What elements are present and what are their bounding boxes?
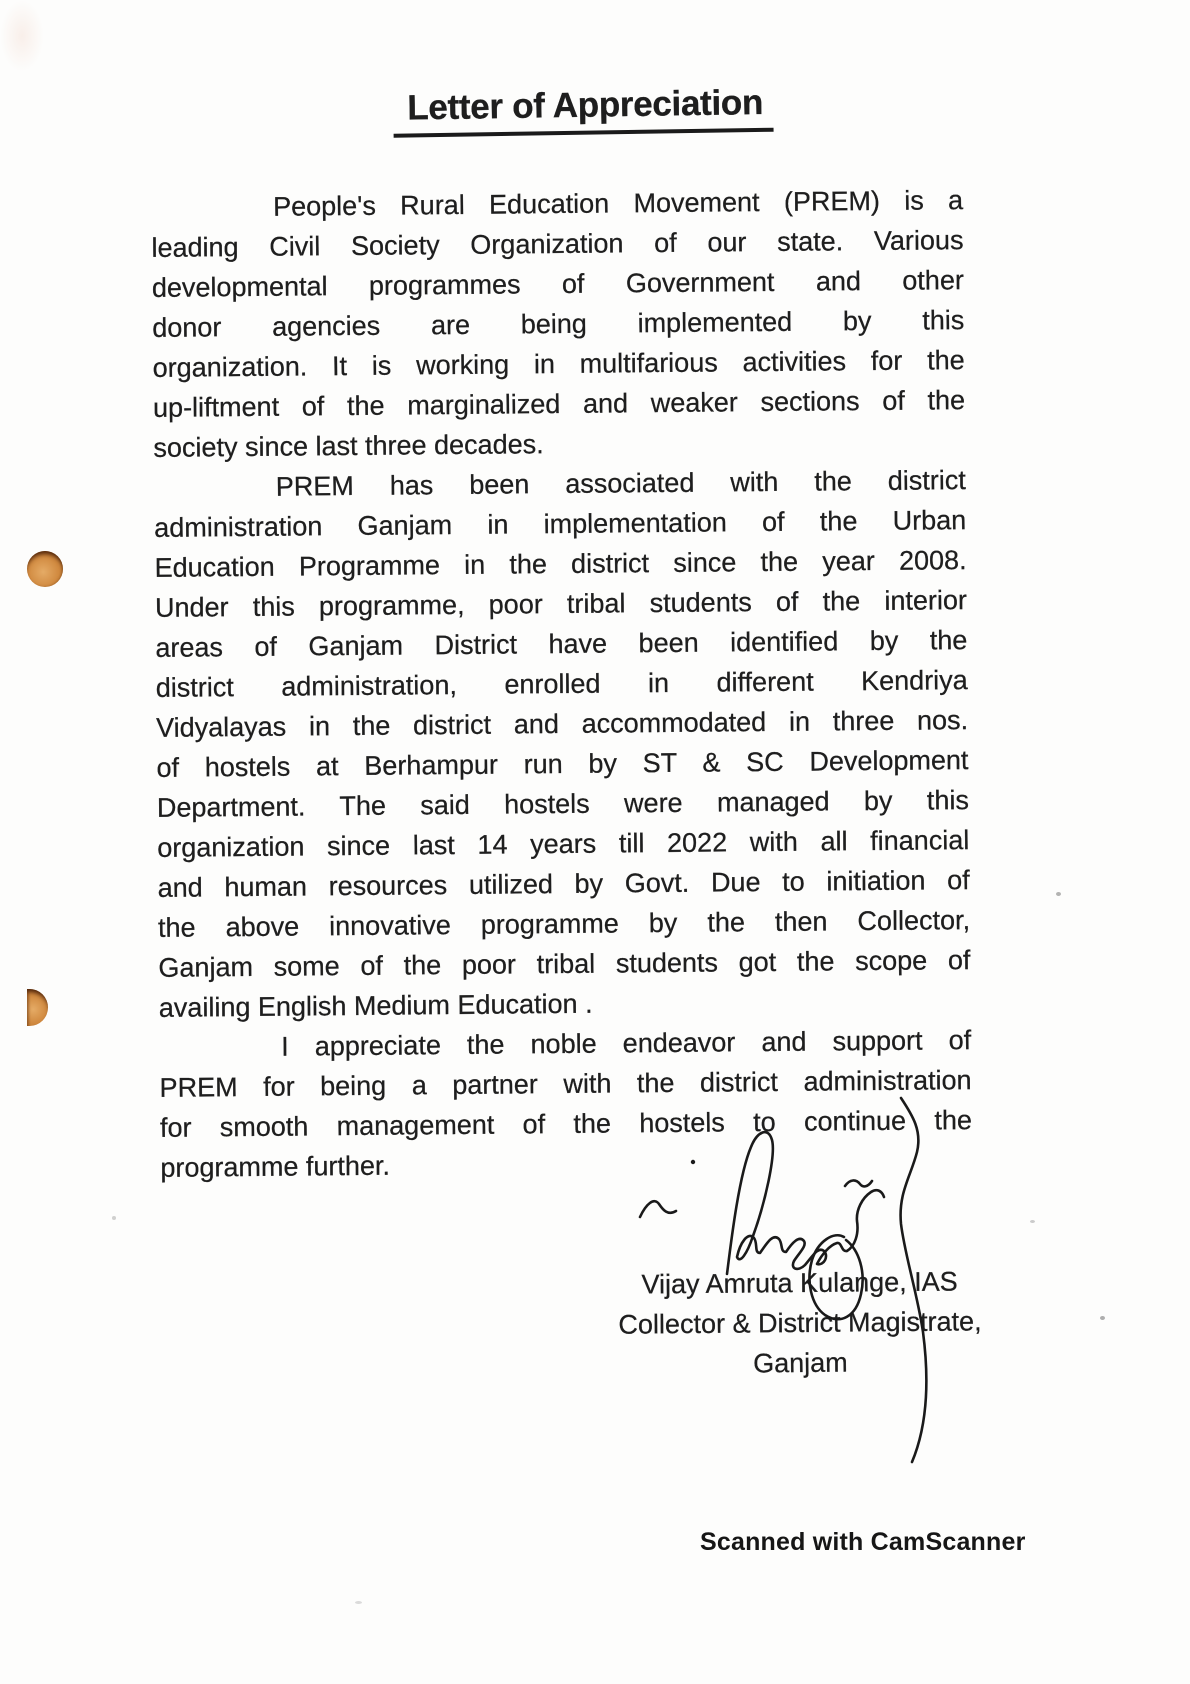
signatory-name: Vijay Amruta Kulange, IAS <box>641 1266 958 1300</box>
scan-speck <box>355 1601 362 1604</box>
text-line: administration Ganjam in implementation of the Urban <box>154 505 967 543</box>
text-line: the above innovative programme by the then Collector, <box>157 905 971 943</box>
scan-speck <box>1100 1316 1105 1320</box>
text-line: PREM has been associated with the district <box>275 465 966 502</box>
text-line: for smooth management of the hostels to continue the <box>159 1105 973 1143</box>
text-line: Under this programme, poor tribal students of the interior <box>154 585 968 623</box>
text-line: and human resources utilized by Govt. Due to initiation of <box>157 865 970 903</box>
signatory-designation: Collector & District Magistrate, <box>618 1306 982 1340</box>
scan-speck <box>1030 1220 1035 1223</box>
scan-smudge <box>0 0 44 72</box>
text-line: leading Civil Society Organization of our state. Various <box>151 225 964 263</box>
text-line: donor agencies are being implemented by this <box>152 305 965 343</box>
text-line: I appreciate the noble endeavor and support of <box>281 1025 972 1062</box>
letter-body <box>151 180 973 1188</box>
scan-stain-top <box>27 551 63 587</box>
text-line: up-liftment of the marginalized and weaker sections of the <box>152 385 966 423</box>
letter-title-wrap <box>177 79 990 141</box>
text-line: areas of Ganjam District have been identified by the <box>155 625 968 663</box>
signature-handwriting <box>600 1080 960 1480</box>
letter-title: Letter of Appreciation <box>393 83 773 138</box>
text-line: Department. The said hostels were managed by this <box>156 785 970 823</box>
text-line: Ganjam some of the poor tribal students got the scope of <box>158 945 971 983</box>
text-line: developmental programmes of Government and other <box>151 265 965 303</box>
text-line: programme further. <box>160 1150 391 1183</box>
paragraph <box>151 180 966 468</box>
scan-speck <box>112 1216 116 1220</box>
scan-stain-bottom <box>27 989 48 1026</box>
text-line: People's Rural Education Movement (PREM) is a <box>273 185 964 222</box>
paragraph <box>154 460 971 1028</box>
text-line: district administration, enrolled in different Kendriya <box>155 665 968 703</box>
signatory-place: Ganjam <box>752 1347 848 1379</box>
letter-content <box>150 82 973 1188</box>
text-line: PREM for being a partner with the district administration <box>159 1065 972 1103</box>
text-line: of hostels at Berhampur run by ST & SC Development <box>156 745 969 783</box>
text-line: availing English Medium Education . <box>158 988 593 1023</box>
text-line: organization. It is working in multifarious activities for the <box>152 345 965 383</box>
scan-speck <box>1056 892 1061 896</box>
text-line: Vidyalayas in the district and accommodated in three nos. <box>155 705 969 743</box>
text-line: Education Programme in the district since the year 2008. <box>154 545 967 583</box>
text-line: society since last three decades. <box>153 429 544 463</box>
camscanner-watermark: Scanned with CamScanner <box>700 1528 1026 1556</box>
text-line: organization since last 14 years till 2022 with all financial <box>157 825 970 863</box>
